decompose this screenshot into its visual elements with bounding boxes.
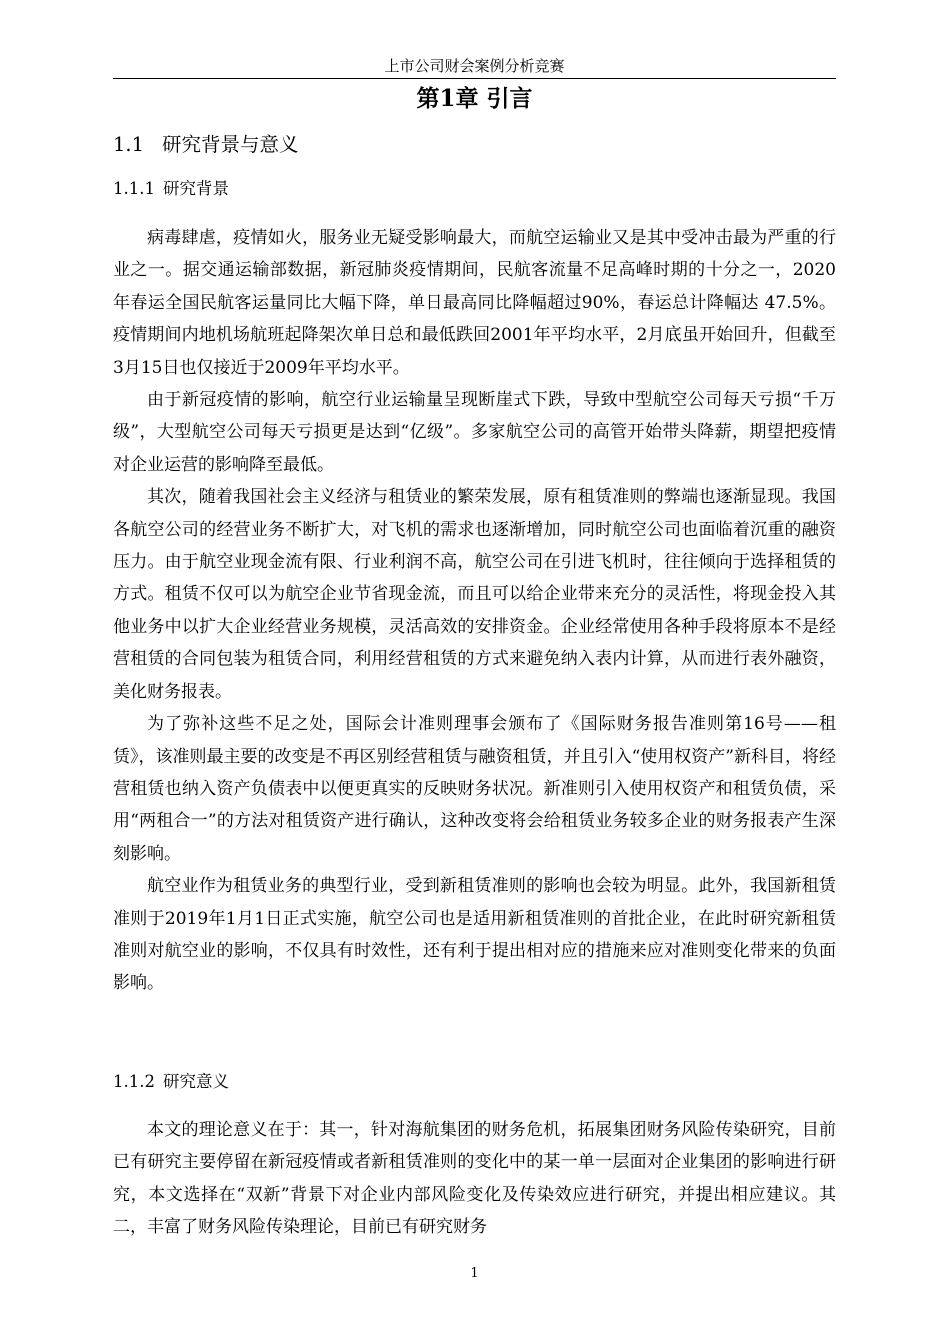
subsection-title: 研究意义: [162, 1072, 229, 1091]
paragraph: 由于新冠疫情的影响，航空行业运输量呈现断崖式下跌，导致中型航空公司每天亏损“千万级”，大型航空公司每天亏损更是达到“亿级”。多家航空公司的高管开始带头降薪，期望把疫情对企业运营的影响降至最低。: [113, 390, 836, 475]
section-title: 研究背景与意义: [162, 133, 299, 156]
paragraph: 病毒肆虐，疫情如火，服务业无疑受影响最大，而航空运输业又是其中受冲击最为严重的行业之一。据交通运输部数据，新冠肺炎疫情期间，民航客流量不足高峰时期的十分之一，2020年春运全国民航客运量同比大幅下降，单日最高同比降幅超过90%，春运总计降幅达 47.5%。疫情期间内地机场航班起降架次单日总和最低跌回2001年平均水平，2月底虽开始回升，但截至 3月15日也仅接近于2009年平均水平。: [113, 228, 836, 378]
chapter-title: 第1章 引言: [416, 85, 533, 112]
subsection-number: 1.1.2: [113, 1072, 155, 1091]
significance-text: [113, 1114, 836, 1244]
subsection-heading-significance: [113, 1071, 229, 1093]
paragraph: 本文的理论意义在于：其一，针对海航集团的财务危机，拓展集团财务风险传染研究，目前已有研究主要停留在新冠疫情或者新租赁准则的变化中的某一单一层面对企业集团的影响进行研究，本文选择在“双新”背景下对企业内部风险变化及传染效应进行研究，并提出相应建议。其二，丰富了财务风险传染理论，目前已有研究财务: [113, 1120, 836, 1238]
page-header: 上市公司财会案例分析竞赛: [384, 57, 565, 75]
section-heading: [113, 132, 299, 158]
background-text: [113, 222, 836, 1000]
paragraph: 为了弥补这些不足之处，国际会计准则理事会颁布了《国际财务报告准则第16号——租赁》，该准则最主要的改变是不再区别经营租赁与融资租赁，并且引入“使用权资产”新科目，将经营租赁也纳入资产负债表中以便更真实的反映财务状况。新准则引入使用权资产和租赁负债，采用“两租合一”的方法对租赁资产进行确认，这种改变将会给租赁业务较多企业的财务报表产生深刻影响。: [113, 714, 836, 864]
paragraph: 航空业作为租赁业务的典型行业，受到新租赁准则的影响也会较为明显。此外，我国新租赁准则于2019年1月1日正式实施，航空公司也是适用新租赁准则的首批企业，在此时研究新租赁准则对航空业的影响，不仅具有时效性，还有利于提出相对应的措施来应对准则变化带来的负面影响。: [113, 876, 836, 994]
paragraph: 其次，随着我国社会主义经济与租赁业的繁荣发展，原有租赁准则的弊端也逐渐显现。我国各航空公司的经营业务不断扩大，对飞机的需求也逐渐增加，同时航空公司也面临着沉重的融资压力。由于航空业现金流有限、行业利润不高，航空公司在引进飞机时，往往倾向于选择租赁的方式。租赁不仅可以为航空企业节省现金流，而且可以给企业带来充分的灵活性，将现金投入其他业务中以扩大企业经营业务规模，灵活高效的安排资金。企业经常使用各种手段将原本不是经营租赁的合同包装为租赁合同，利用经营租赁的方式来避免纳入表内计算，从而进行表外融资，美化财务报表。: [113, 487, 836, 702]
subsection-heading-background: [113, 178, 229, 200]
header-rule: [113, 78, 836, 79]
page-number: 1: [470, 1266, 479, 1281]
subsection-title: 研究背景: [162, 179, 229, 198]
subsection-number: 1.1.1: [113, 179, 155, 198]
section-number: 1.1: [113, 133, 145, 156]
